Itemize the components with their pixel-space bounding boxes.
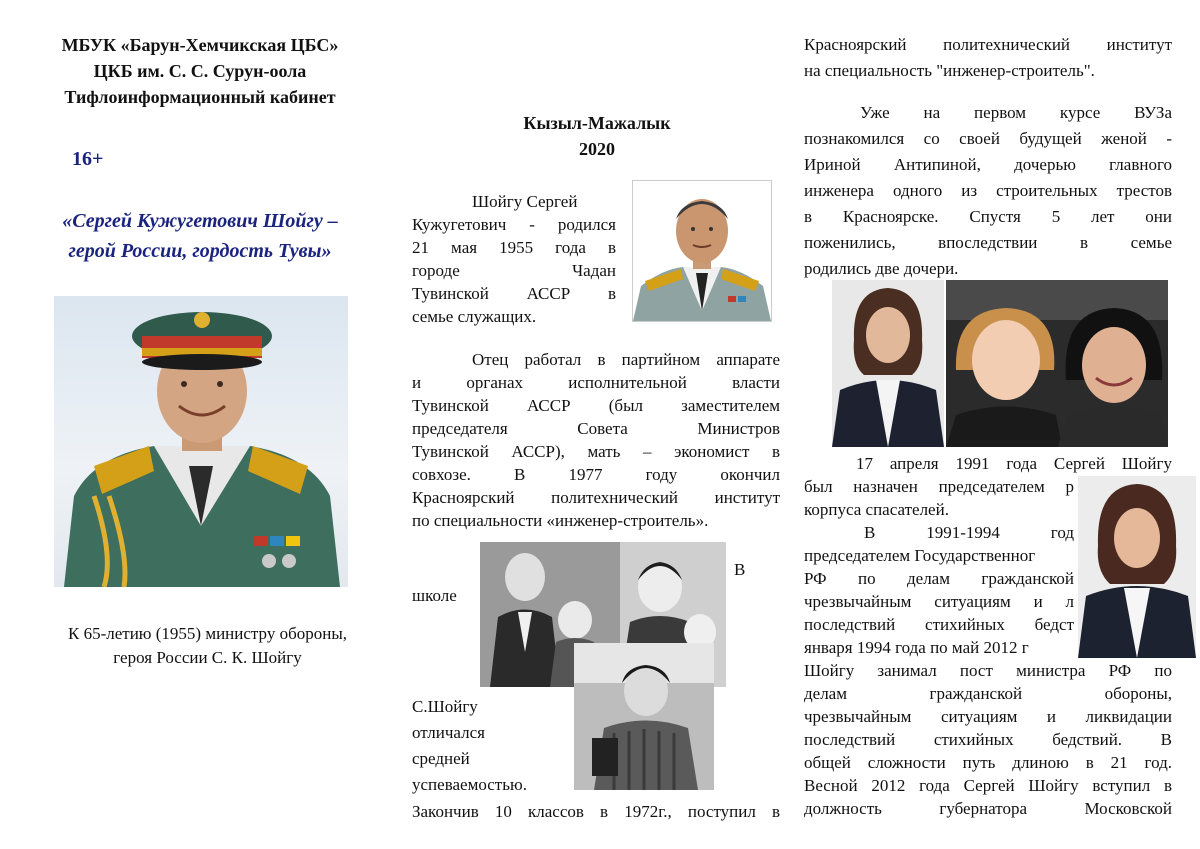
bio-col3-p2-line: января 1994 года по май 2012 г <box>804 638 1029 657</box>
portrait-illustration <box>54 296 348 587</box>
bio-paragraph-2 <box>412 348 780 532</box>
bio-col3-paragraph-1 <box>804 100 1172 282</box>
young-photo-illustration <box>574 643 714 790</box>
title-line-1: «Сергей Кужугетович Шойгу – <box>62 210 338 232</box>
leaflet-title <box>30 206 370 266</box>
bio-p2-line: председателя Совета Министров <box>412 419 780 438</box>
bio-col3-p2-line: председателем Государственног <box>804 546 1036 565</box>
bio-col3-p2-line: корпуса спасателей. <box>804 500 949 519</box>
bio-col3-p1-line: познакомился со своей будущей женой - <box>804 129 1172 148</box>
bio-col3-p0-line: Красноярский политехнический институт <box>804 35 1172 54</box>
shoigu-uniform-photo <box>54 296 348 587</box>
bio-col3-p2-line: общей сложности путь длиною в 21 год. <box>804 753 1172 772</box>
daughters-photo-illustration <box>946 280 1168 447</box>
bio-col3-p1-line: Уже на первом курсе ВУЗа <box>860 103 1172 122</box>
bio-col3-p2-line: последствий стихийных бедст <box>804 615 1074 634</box>
age-rating: 16+ <box>72 148 104 170</box>
bio-col3-p2-line: делам гражданской обороны, <box>804 684 1172 703</box>
bio-p3-line: успеваемостью. <box>412 775 527 794</box>
header-block <box>30 32 370 110</box>
young-shoigu-photo <box>574 643 714 790</box>
wife-photo <box>832 280 944 447</box>
year: 2020 <box>579 139 615 159</box>
org-line-3: Тифлоинформационный кабинет <box>64 87 336 107</box>
bio-col3-p1-line: поженились, впоследствии в семье <box>804 233 1172 252</box>
bio-col3-p2-line: последствий стихийных бедствий. В <box>804 730 1172 749</box>
daughters-photo <box>946 280 1168 447</box>
bio-col3-p2-line: В 1991-1994 год <box>864 523 1074 542</box>
shoigu-portrait-small <box>632 180 772 322</box>
bio-col3-p0-line: на специальность "инженер-строитель". <box>804 61 1095 80</box>
bio-p1-line: Шойгу Сергей <box>472 192 578 211</box>
place-year-block <box>480 110 714 162</box>
word-school: школе <box>412 586 457 605</box>
bio-p2-line: Тувинской АССР), мать – экономист в <box>412 442 780 461</box>
bio-p3-line: средней <box>412 749 470 768</box>
bio-p1-line: семье служащих. <box>412 307 537 326</box>
bio-col3-p2-line: был назначен председателем р <box>804 477 1074 496</box>
wife-photo-2-illustration <box>1078 476 1196 658</box>
bio-paragraph-3 <box>412 694 527 798</box>
bio-p2-line: Тувинской АССР (был заместителем <box>412 396 780 415</box>
bio-col3-p1-line: родились две дочери. <box>804 259 959 278</box>
bio-p2-line: по специальности «инженер-строитель». <box>412 511 709 530</box>
caption-line-1: К 65-летию (1955) министру обороны, <box>67 624 347 643</box>
word-v: В <box>734 560 746 579</box>
org-line-2: ЦКБ им. С. С. Сурун-оола <box>93 61 307 81</box>
small-portrait-illustration <box>633 181 771 321</box>
bio-paragraph-1 <box>412 190 616 328</box>
bio-col3-p1-line: в Красноярске. Спустя 5 лет они <box>804 207 1172 226</box>
bio-col3-p2-line: 17 апреля 1991 года Сергей Шойгу <box>856 454 1172 473</box>
bio-p3-line: отличался <box>412 723 485 742</box>
bio-col3-p2-line: РФ по делам гражданской <box>804 569 1074 588</box>
place: Кызыл-Мажалык <box>523 113 671 133</box>
bio-col3-p2-line: Шойгу занимал пост министра РФ по <box>804 661 1172 680</box>
bio-p2-line: совхозе. В 1977 году окончил <box>412 465 780 484</box>
bio-p1-line: Тувинской АССР в <box>412 284 616 303</box>
bio-p1-line: городе Чадан <box>412 261 616 280</box>
bio-last-line: Закончив 10 классов в 1972г., поступил в <box>412 802 780 821</box>
wife-photo-illustration <box>832 280 944 447</box>
wife-photo-2 <box>1078 476 1196 658</box>
portrait-caption <box>30 622 385 670</box>
bio-col3-p2-line: должность губернатора Московской <box>804 799 1172 818</box>
bio-p1-line: 21 мая 1955 года в <box>412 238 616 257</box>
bio-p2-line: и органах исполнительной власти <box>412 373 780 392</box>
bio-col3-p2-line: чрезвычайным ситуациям и л <box>804 592 1074 611</box>
bio-col3-p2-line: Весной 2012 года Сергей Шойгу вступил в <box>804 776 1172 795</box>
bio-col3-paragraph-0 <box>804 32 1172 84</box>
caption-line-2: героя России С. К. Шойгу <box>113 648 302 667</box>
bio-col3-p1-line: Ириной Антипиной, дочерью главного <box>804 155 1172 174</box>
bio-col3-p1-line: инженера одного из строительных трестов <box>804 181 1172 200</box>
org-line-1: МБУК «Барун-Хемчикская ЦБС» <box>61 35 339 55</box>
bio-p2-line: Отец работал в партийном аппарате <box>472 350 780 369</box>
title-line-2: герой России, гордость Тувы» <box>68 240 332 262</box>
bio-col3-p2-line: чрезвычайным ситуациям и ликвидации <box>804 707 1172 726</box>
bio-p3-line: С.Шойгу <box>412 697 478 716</box>
bio-p2-line: Красноярский политехнический институт <box>412 488 780 507</box>
bio-p1-line: Кужугетович - родился <box>412 215 616 234</box>
